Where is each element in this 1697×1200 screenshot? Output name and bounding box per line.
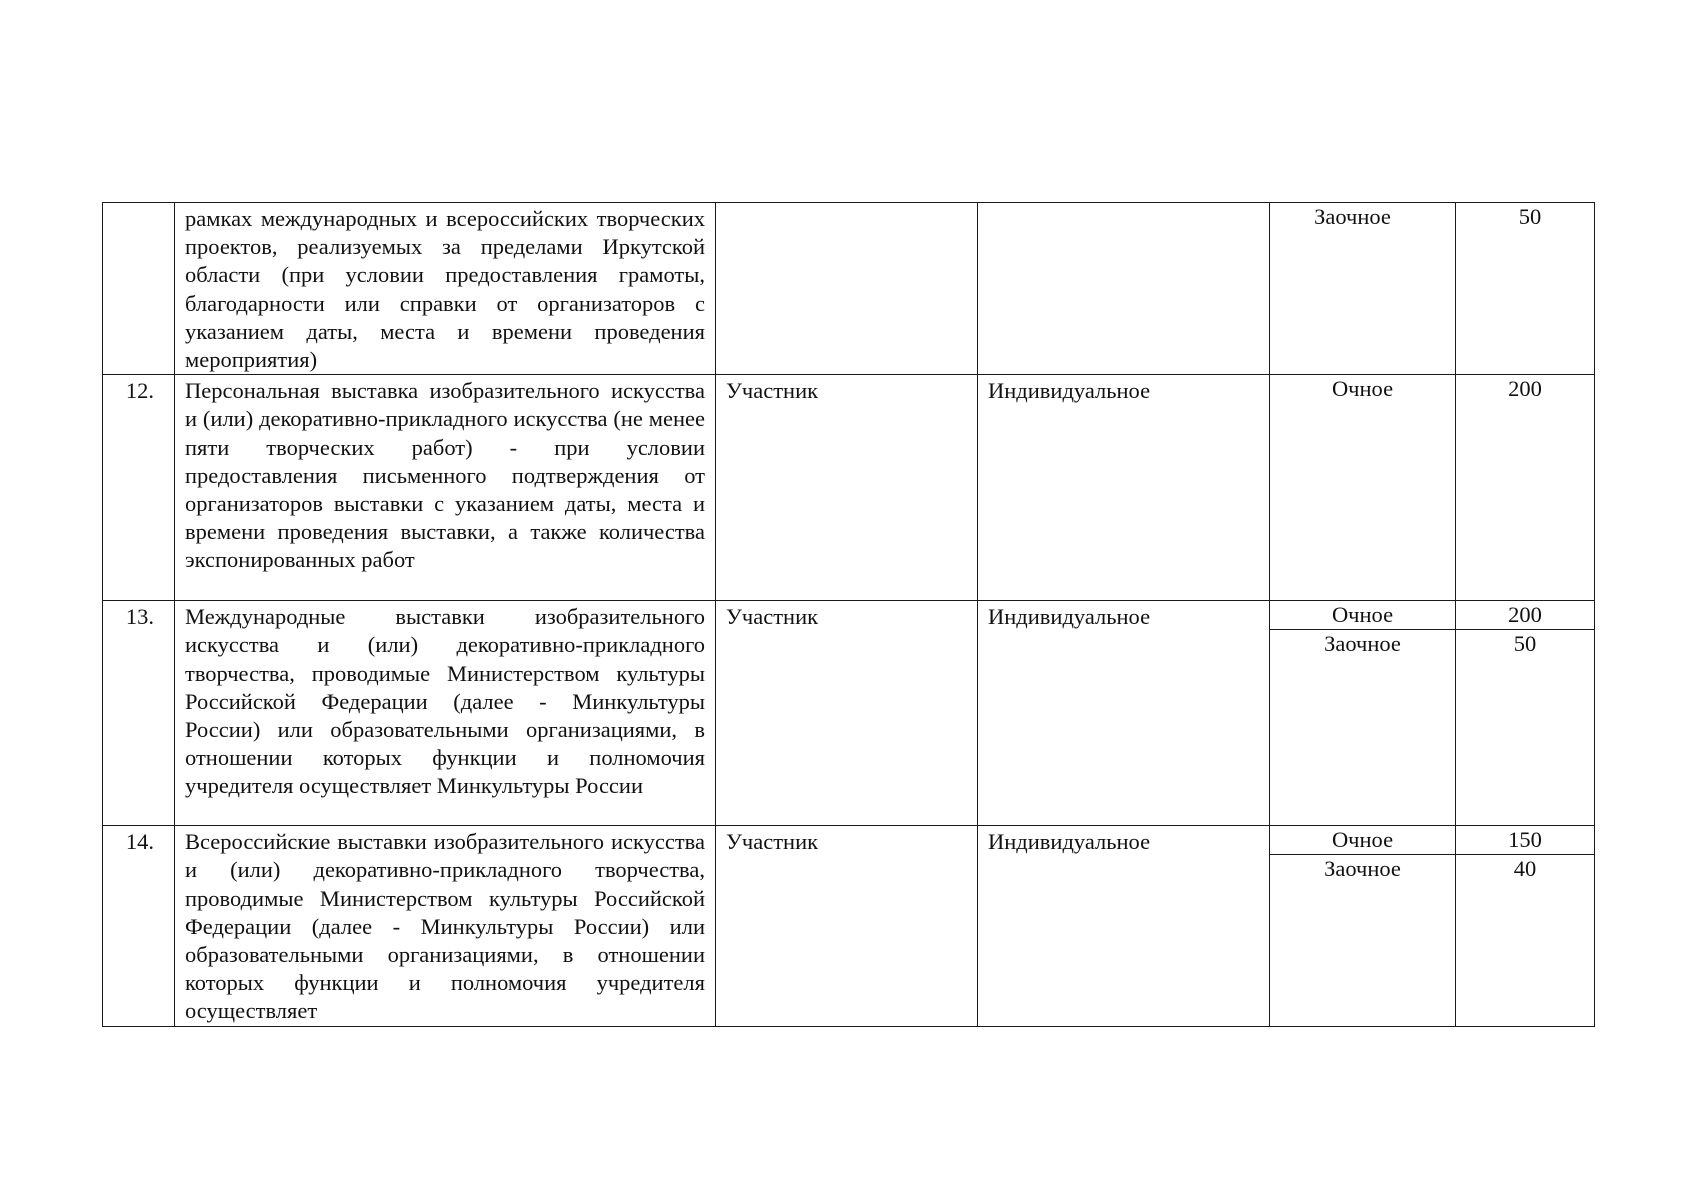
score-cell bbox=[1456, 826, 1595, 1026]
participation-form-cell bbox=[1270, 203, 1456, 375]
participant-role bbox=[716, 203, 978, 375]
participation-form-cell bbox=[1270, 826, 1456, 1026]
participation-form: Очное bbox=[1270, 826, 1455, 855]
participation-type: Индивидуальное bbox=[978, 826, 1270, 1026]
row-number: 13. bbox=[103, 601, 175, 826]
participation-type: Индивидуальное bbox=[978, 601, 1270, 826]
score-value: 150 bbox=[1456, 826, 1594, 855]
table-row bbox=[103, 203, 1595, 375]
score-cell bbox=[1456, 601, 1595, 826]
participation-form-cell bbox=[1270, 601, 1456, 826]
score-value: 200 bbox=[1508, 376, 1542, 402]
table-row bbox=[103, 826, 1595, 1026]
participation-form: Очное bbox=[1331, 376, 1394, 402]
row-number: 12. bbox=[103, 375, 175, 601]
score-value: 50 bbox=[1513, 631, 1537, 657]
criterion-text: Международные выставки изобразительного искусства и (или) декоративно-прикладного творчества, проводимые Министерством культуры Российской Федерации (далее - Минкультуры России) или образовательными организациями, в отношении которых функции и полномочия учредителя осуществляет Минкультуры России bbox=[175, 601, 716, 826]
participation-form: Заочное bbox=[1324, 631, 1401, 657]
criterion-text: Всероссийские выставки изобразительного искусства и (или) декоративно-прикладного творчества, проводимые Министерством культуры Российской Федерации (далее - Минкультуры России) или образовательными организациями, в отношении которых функции и полномочия учредителя осуществляет bbox=[175, 826, 716, 1026]
participation-form-cell bbox=[1270, 375, 1456, 601]
participant-role: Участник bbox=[716, 826, 978, 1026]
participation-form: Заочное bbox=[1314, 204, 1391, 229]
table-row bbox=[103, 375, 1595, 601]
row-number bbox=[103, 203, 175, 375]
score-value: 50 bbox=[1518, 204, 1542, 229]
participation-form: Очное bbox=[1270, 601, 1455, 630]
criterion-text: Персональная выставка изобразительного искусства и (или) декоративно-прикладного искусства (не менее пяти творческих работ) - при условии предоставления письменного подтверждения от организаторов выставки с указанием даты, места и времени проведения выставки, а также количества экспонированных работ bbox=[175, 375, 716, 601]
score-cell bbox=[1456, 203, 1595, 375]
participation-type bbox=[978, 203, 1270, 375]
participation-type: Индивидуальное bbox=[978, 375, 1270, 601]
scoring-table bbox=[102, 202, 1595, 1027]
row-number: 14. bbox=[103, 826, 175, 1026]
participation-form: Заочное bbox=[1324, 856, 1401, 882]
score-value: 40 bbox=[1513, 856, 1537, 882]
score-value: 200 bbox=[1456, 601, 1594, 630]
participant-role: Участник bbox=[716, 601, 978, 826]
score-cell bbox=[1456, 375, 1595, 601]
criterion-text: рамках международных и всероссийских творческих проектов, реализуемых за пределами Иркутской области (при условии предоставления грамоты, благодарности или справки от организаторов с указанием даты, места и времени проведения мероприятия) bbox=[175, 203, 716, 375]
participant-role: Участник bbox=[716, 375, 978, 601]
table-row bbox=[103, 601, 1595, 826]
